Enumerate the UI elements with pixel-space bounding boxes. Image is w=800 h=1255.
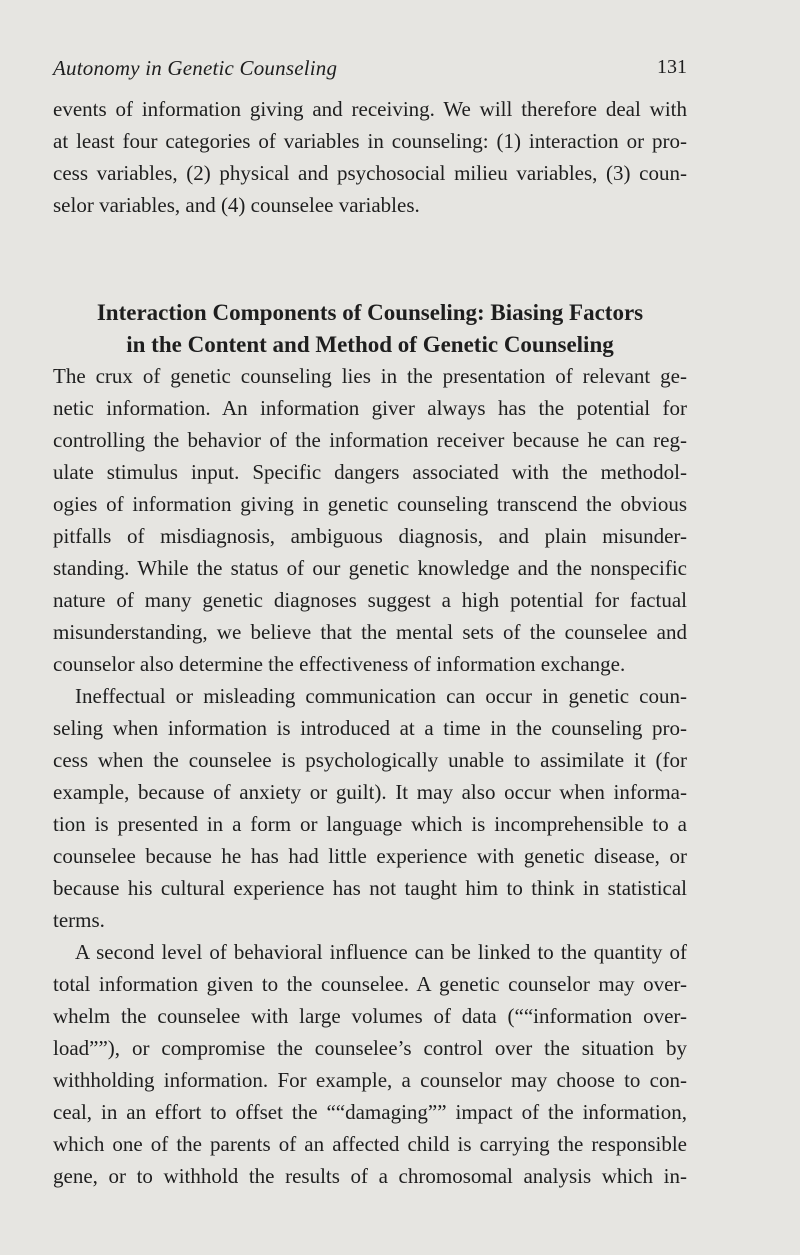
text-line: controlling the behavior of the information receiver because he can reg- [53, 428, 687, 452]
paragraph [53, 680, 687, 936]
section-heading-line: in the Content and Method of Genetic Counseling [126, 332, 614, 357]
text-line: ogies of information giving in genetic counseling transcend the obvious [53, 492, 687, 516]
text-line: selor variables, and (4) counselee variables. [53, 193, 420, 217]
text-line: pitfalls of misdiagnosis, ambiguous diagnosis, and plain misunder- [53, 524, 687, 548]
section-body [53, 360, 687, 1192]
running-title: Autonomy in Genetic Counseling [53, 56, 338, 80]
text-line: nature of many genetic diagnoses suggest a high potential for factual [53, 588, 687, 612]
text-line: whelm the counselee with large volumes of data (““information over- [53, 1004, 687, 1028]
text-line: cess variables, (2) physical and psychosocial milieu variables, (3) coun- [53, 161, 687, 185]
text-line: tion is presented in a form or language which is incomprehensible to a [53, 812, 687, 836]
text-line: standing. While the status of our genetic knowledge and the nonspecific [53, 556, 687, 580]
section-heading-line: Interaction Components of Counseling: Biasing Factors [96, 300, 644, 325]
text-line: The crux of genetic counseling lies in the presentation of relevant ge- [53, 364, 687, 388]
running-header [53, 56, 687, 86]
text-line: A second level of behavioral influence can be linked to the quantity of [75, 940, 687, 964]
intro-paragraph [53, 93, 687, 221]
text-line: which one of the parents of an affected child is carrying the responsible [53, 1132, 687, 1156]
text-line: ceal, in an effort to offset the ““damaging”” impact of the information, [53, 1100, 687, 1124]
text-line: because his cultural experience has not taught him to think in statistical [53, 876, 687, 900]
text-line: withholding information. For example, a counselor may choose to con- [53, 1068, 687, 1092]
paragraph [53, 936, 687, 1192]
text-line: netic information. An information giver always has the potential for [53, 396, 687, 420]
text-line: example, because of anxiety or guilt). It may also occur when informa- [53, 780, 687, 804]
text-line: counselor also determine the effectiveness of information exchange. [53, 652, 626, 676]
section-heading [53, 297, 687, 361]
text-line: misunderstanding, we believe that the mental sets of the counselee and [53, 620, 687, 644]
text-line: terms. [53, 908, 105, 932]
text-line: total information given to the counselee. A genetic counselor may over- [53, 972, 687, 996]
text-line: gene, or to withhold the results of a chromosomal analysis which in- [53, 1164, 687, 1188]
page-number: 131 [657, 56, 687, 78]
paragraph [53, 360, 687, 680]
text-line: events of information giving and receiving. We will therefore deal with [53, 97, 687, 121]
text-line: seling when information is introduced at a time in the counseling pro- [53, 716, 687, 740]
text-line: Ineffectual or misleading communication can occur in genetic coun- [75, 684, 687, 708]
text-line: cess when the counselee is psychologically unable to assimilate it (for [53, 748, 687, 772]
text-line: load””), or compromise the counselee’s control over the situation by [53, 1036, 687, 1060]
text-line: at least four categories of variables in counseling: (1) interaction or pro- [53, 129, 687, 153]
text-line: ulate stimulus input. Specific dangers associated with the methodol- [53, 460, 687, 484]
text-line: counselee because he has had little experience with genetic disease, or [53, 844, 687, 868]
